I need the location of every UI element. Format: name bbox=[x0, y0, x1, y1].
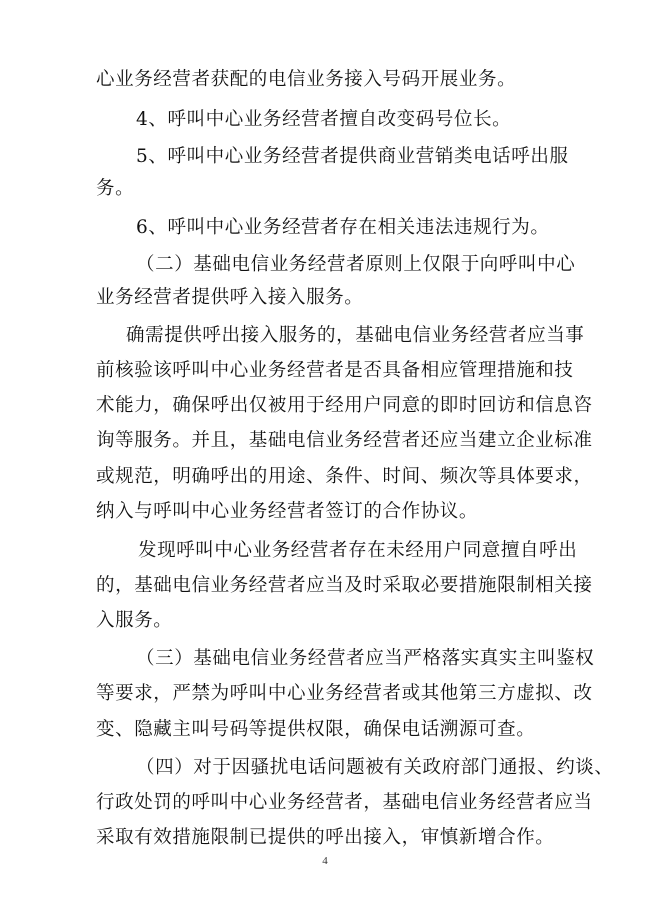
text-line-9: 前核验该呼叫中心业务经营者是否具备相应管理措施和技 bbox=[96, 360, 574, 381]
page-number: 4 bbox=[322, 855, 328, 867]
text-line-15: 的，基础电信业务经营者应当及时采取必要措施限制相关接 bbox=[96, 575, 593, 596]
text-line-14: 发现呼叫中心业务经营者存在未经用户同意擅自呼出 bbox=[138, 540, 578, 561]
text-line-7: 业务经营者提供呼入接入服务。 bbox=[96, 287, 364, 308]
text-line-16: 入服务。 bbox=[96, 610, 173, 631]
text-line-2: 4、呼叫中心业务经营者擅自改变码号位长。 bbox=[136, 109, 512, 130]
text-line-6: （二）基础电信业务经营者原则上仅限于向呼叫中心 bbox=[136, 254, 576, 275]
text-line-20: （四）对于因骚扰电话问题被有关政府部门通报、约谈、 bbox=[136, 757, 614, 778]
text-line-1: 心业务经营者获配的电信业务接入号码开展业务。 bbox=[96, 69, 517, 90]
text-line-18: 等要求，严禁为呼叫中心业务经营者或其他第三方虚拟、改 bbox=[96, 683, 593, 704]
text-line-13: 纳入与呼叫中心业务经营者签订的合作协议。 bbox=[96, 501, 479, 522]
text-line-10: 术能力，确保呼出仅被用于经用户同意的即时回访和信息咨 bbox=[96, 395, 593, 416]
text-line-11: 询等服务。并且，基础电信业务经营者还应当建立企业标准 bbox=[96, 430, 593, 451]
text-line-22: 采取有效措施限制已提供的呼出接入，审慎新增合作。 bbox=[96, 827, 555, 848]
text-line-4: 务。 bbox=[96, 178, 135, 199]
text-line-19: 变、隐藏主叫号码等提供权限，确保电话溯源可查。 bbox=[96, 719, 536, 740]
text-line-12: 或规范，明确呼出的用途、条件、时间、频次等具体要求， bbox=[96, 466, 593, 487]
text-line-17: （三）基础电信业务经营者应当严格落实真实主叫鉴权 bbox=[136, 648, 595, 669]
text-line-21: 行政处罚的呼叫中心业务经营者，基础电信业务经营者应当 bbox=[96, 792, 593, 813]
text-line-5: 6、呼叫中心业务经营者存在相关违法违规行为。 bbox=[136, 217, 550, 238]
text-line-3: 5、呼叫中心业务经营者提供商业营销类电话呼出服 bbox=[136, 146, 569, 167]
text-line-8: 确需提供呼出接入服务的，基础电信业务经营者应当事 bbox=[126, 325, 585, 346]
